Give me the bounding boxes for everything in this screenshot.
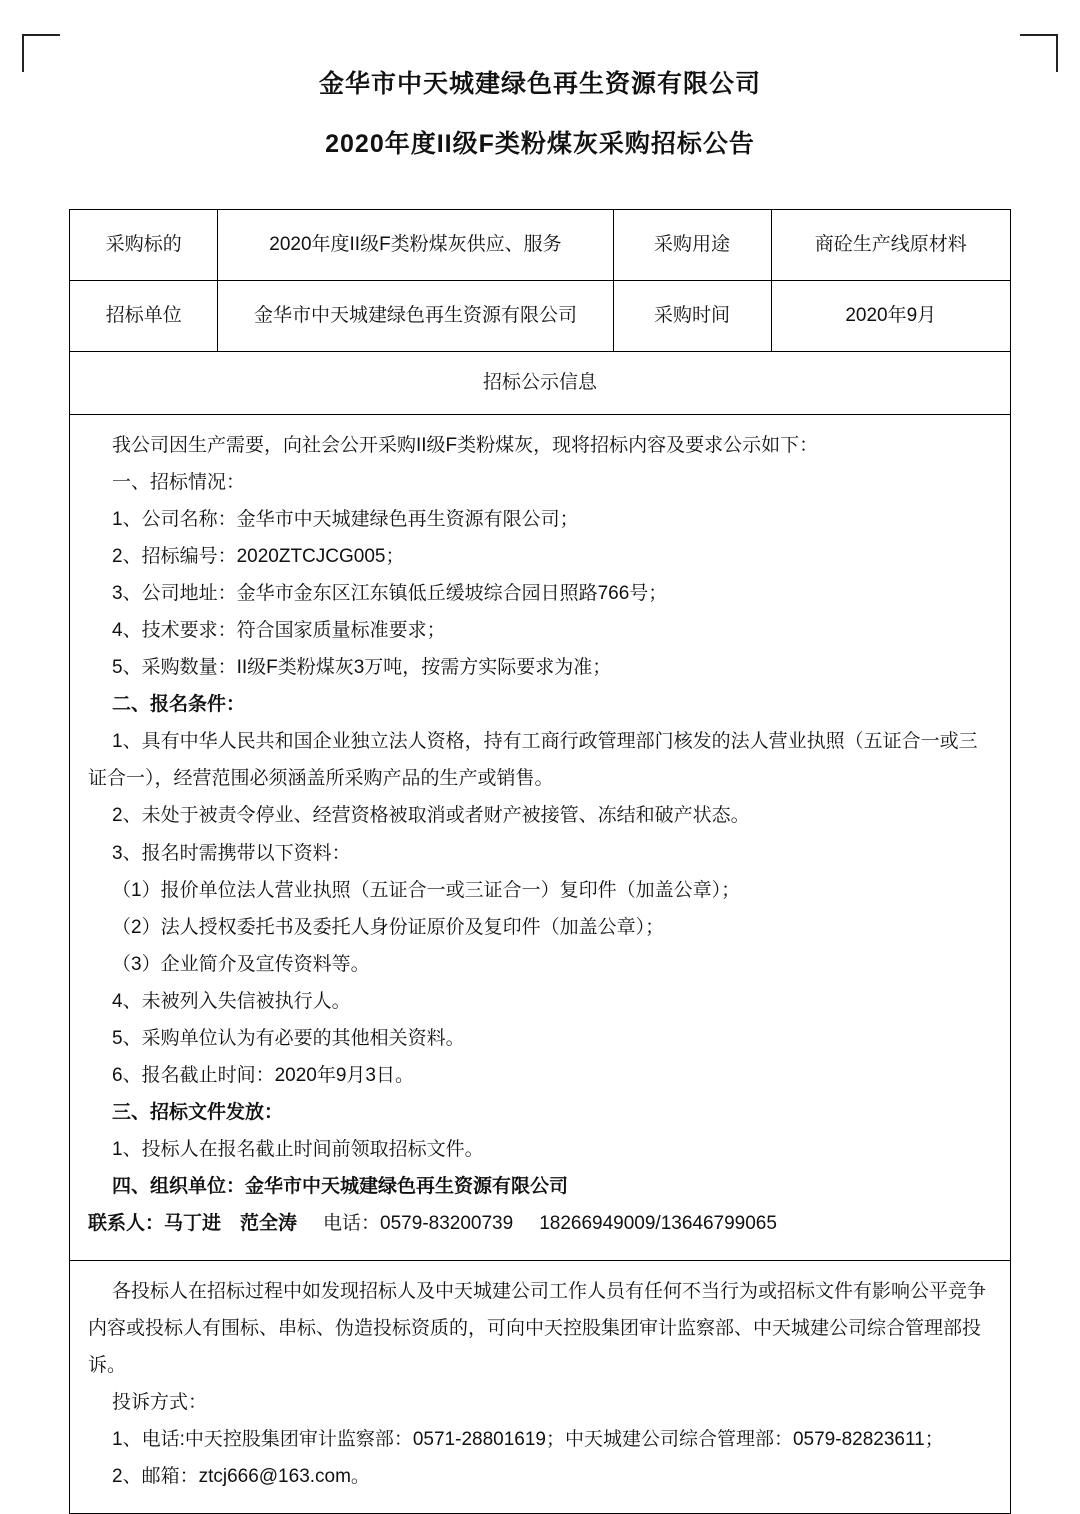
complaint-paragraph: 投诉方式： <box>112 1392 208 1414</box>
contact-phone-2: 18266949009/13646799065 <box>539 1212 777 1234</box>
page-subtitle: 2020年度II级F类粉煤灰采购招标公告 <box>325 129 755 158</box>
body-paragraph: （1）报价单位法人营业执照（五证合一或三证合一）复印件（加盖公章）； <box>112 879 741 901</box>
table-row <box>70 415 1011 1261</box>
body-paragraph: 5、采购单位认为有必要的其他相关资料。 <box>112 1027 465 1049</box>
table-row <box>70 281 1011 352</box>
body-paragraph: 4、技术要求：符合国家质量标准要求； <box>112 620 446 642</box>
table-row <box>70 1261 1011 1514</box>
body-paragraph: 6、报名截止时间：2020年9月3日。 <box>112 1064 414 1086</box>
body-paragraph: 2、招标编号：2020ZTCJCG005； <box>112 546 405 568</box>
crop-mark-top-right <box>1020 34 1058 72</box>
row-label-bidding-unit: 招标单位 <box>70 281 218 352</box>
body-paragraph: 1、公司名称：金华市中天城建绿色再生资源有限公司； <box>112 509 579 531</box>
crop-mark-top-left <box>22 34 60 72</box>
body-paragraph: 5、采购数量：II级F类粉煤灰3万吨，按需方实际要求为准； <box>112 657 612 679</box>
row-label-procurement-use: 采购用途 <box>613 210 771 281</box>
body-paragraph: 1、投标人在报名截止时间前领取招标文件。 <box>112 1138 484 1160</box>
complaint-body-lines <box>88 1273 992 1495</box>
contact-phone-1: 0579-83200739 <box>380 1212 514 1234</box>
body-paragraph: （2）法人授权委托书及委托人身份证原价及复印件（加盖公章）； <box>112 916 665 938</box>
body-paragraph: 四、组织单位：金华市中天城建绿色再生资源有限公司 <box>112 1175 569 1197</box>
announcement-table <box>69 209 1011 1514</box>
body-paragraph: 一、招标情况： <box>112 472 246 494</box>
announcement-body <box>70 415 1011 1261</box>
contact-label: 联系人： <box>88 1212 165 1234</box>
page-title: 金华市中天城建绿色再生资源有限公司 <box>318 70 761 98</box>
complaint-paragraph: 1、电话:中天控股集团审计监察部：0571-28801619；中天城建公司综合管理部：0579-82823611； <box>112 1429 944 1451</box>
body-paragraph: 3、公司地址：金华市金东区江东镇低丘缓坡综合园日照路766号； <box>112 583 668 605</box>
row-value-procurement-use: 商砼生产线原材料 <box>771 210 1010 281</box>
complaint-paragraph: 各投标人在招标过程中如发现招标人及中天城建公司工作人员有任何不当行为或招标文件有影响公平竞争内容或投标人有围标、串标、伪造投标资质的，可向中天控股集团审计监察部、中天城建公司综合管理部投诉。 <box>88 1281 987 1377</box>
row-label-procurement-time: 采购时间 <box>613 281 771 352</box>
row-label-procurement-subject: 采购标的 <box>70 210 218 281</box>
body-paragraph: 3、报名时需携带以下资料： <box>112 842 351 864</box>
body-paragraph: 2、未处于被责令停业、经营资格被取消或者财产被接管、冻结和破产状态。 <box>112 805 750 827</box>
table-row <box>70 210 1011 281</box>
body-paragraph: 三、招标文件发放： <box>112 1101 284 1123</box>
body-paragraph: （3）企业简介及宣传资料等。 <box>112 953 370 975</box>
section-header-public-info: 招标公示信息 <box>70 352 1011 415</box>
complaint-paragraph: 2、邮箱：ztcj666@163.com。 <box>112 1466 370 1488</box>
contact-names: 马丁进 范全涛 <box>164 1212 298 1234</box>
body-paragraph: 二、报名条件： <box>112 694 246 716</box>
contact-phone-label: 电话： <box>323 1212 381 1234</box>
body-paragraph: 我公司因生产需要，向社会公开采购II级F类粉煤灰，现将招标内容及要求公示如下： <box>112 435 819 456</box>
body-paragraph: 1、具有中华人民共和国企业独立法人资格，持有工商行政管理部门核发的法人营业执照（五证合一或三证合一），经营范围必须涵盖所采购产品的生产或销售。 <box>88 731 978 790</box>
row-value-procurement-time: 2020年9月 <box>771 281 1010 352</box>
contact-line <box>88 1205 992 1242</box>
row-value-bidding-unit: 金华市中天城建绿色再生资源有限公司 <box>218 281 613 352</box>
row-value-procurement-subject: 2020年度II级F类粉煤灰供应、服务 <box>218 210 613 281</box>
document-header <box>0 0 1080 163</box>
body-paragraph: 4、未被列入失信被执行人。 <box>112 990 351 1012</box>
announcement-body-lines <box>88 427 992 1205</box>
complaint-section <box>70 1261 1011 1514</box>
table-row <box>70 352 1011 415</box>
